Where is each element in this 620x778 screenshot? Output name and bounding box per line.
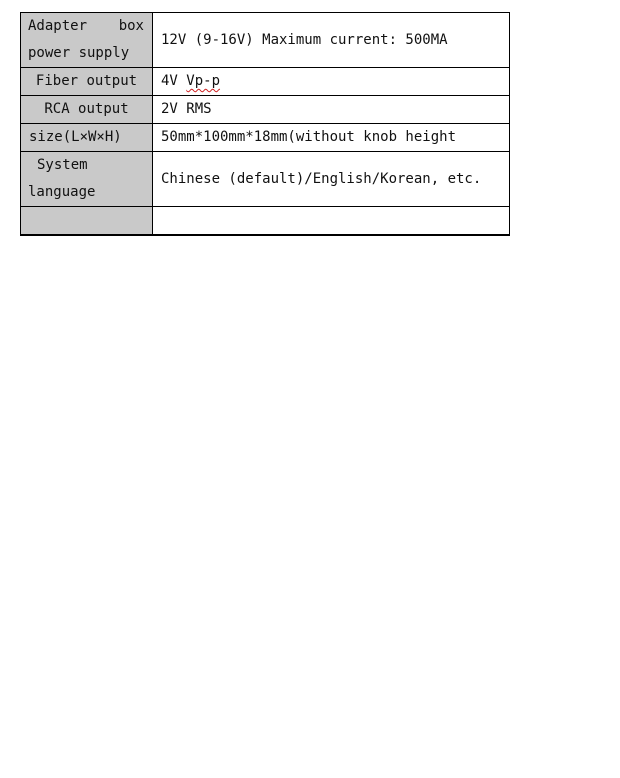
table-row	[21, 96, 510, 124]
table-row	[21, 68, 510, 96]
row-label-system-language	[21, 152, 153, 207]
label-line-2: language	[28, 184, 96, 200]
row-value-rca-output: 2V RMS	[153, 96, 510, 124]
label-line-1: System	[37, 157, 88, 173]
row-value-fiber-output	[153, 68, 510, 96]
row-label-power-supply	[21, 13, 153, 68]
row-label-empty	[21, 207, 153, 235]
label-word: Adapter	[28, 18, 88, 34]
row-label-fiber-output	[21, 68, 153, 96]
row-value-size: 50mm*100mm*18mm(without knob height	[153, 124, 510, 152]
spellcheck-marked-text: Vp-p	[186, 73, 221, 89]
label-line-1	[21, 13, 152, 40]
label-text: RCA output	[44, 101, 129, 117]
spec-table	[20, 12, 510, 236]
value-prefix: 4V	[161, 73, 187, 89]
table-row	[21, 152, 510, 207]
row-value-system-language: Chinese (default)/English/Korean, etc.	[153, 152, 510, 207]
label-text: Fiber output	[35, 73, 138, 89]
label-text: size(L×W×H)	[29, 129, 122, 145]
row-label-rca-output	[21, 96, 153, 124]
label-word: box	[118, 18, 144, 34]
row-label-size	[21, 124, 153, 152]
row-value-power-supply: 12V (9-16V) Maximum current: 500MA	[153, 13, 510, 68]
row-value-empty	[153, 207, 510, 235]
table-row	[21, 13, 510, 68]
table-row	[21, 207, 510, 235]
table-row	[21, 124, 510, 152]
label-line-2: power supply	[28, 45, 130, 61]
